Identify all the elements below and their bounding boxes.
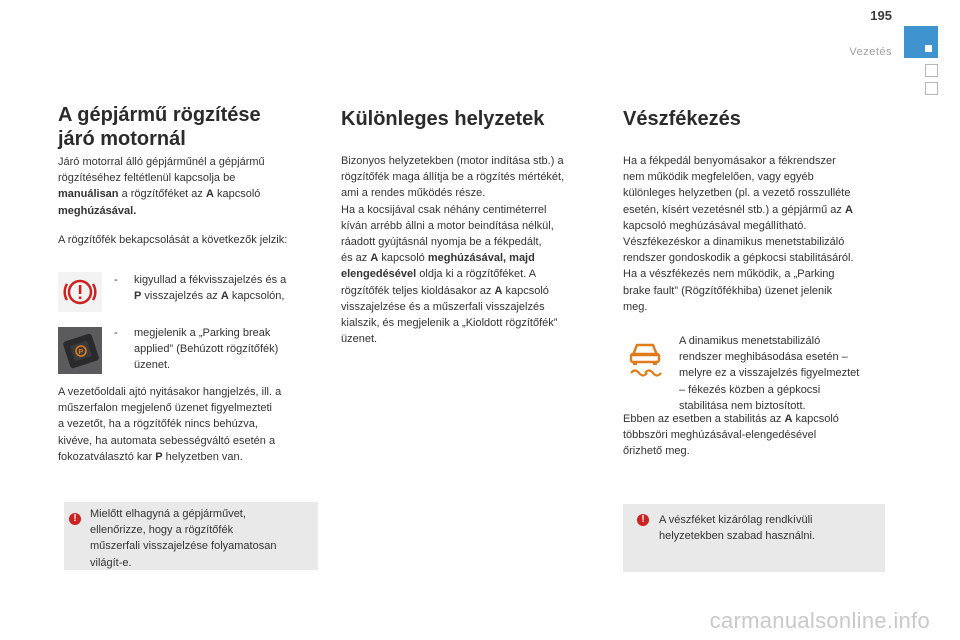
svg-text:P: P <box>78 349 84 356</box>
esp-line: rendszer meghibásodása esetén – <box>679 351 848 364</box>
special-line: üzenet. <box>341 333 378 346</box>
special-line: kialszik, és megjelenik a „Kioldott rögzítőfék” <box>341 317 558 330</box>
esp-line: A dinamikus menetstabilizáló <box>679 335 821 347</box>
emergency-line: meg. <box>623 300 648 313</box>
door-warning-text <box>58 384 328 465</box>
warning-box-parking <box>64 502 318 570</box>
emergency-text <box>623 153 893 315</box>
switch-ref: A <box>370 252 379 265</box>
esp-line: – fékezés közben a gépkocsi <box>679 383 821 396</box>
heading-special: Különleges helyzetek <box>341 108 545 130</box>
after-line: kapcsoló <box>792 413 839 425</box>
bullet-line: megjelenik a „Parking break <box>134 327 271 339</box>
warning-line: műszerfali visszajelzése folyamatosan <box>90 540 277 553</box>
emergency-line: Vészfékezéskor a dinamikus menetstabilizáló <box>623 236 845 249</box>
exclamation-icon: ! <box>637 514 649 526</box>
warning-line: világít-e. <box>90 556 132 569</box>
intro-text: a rögzítőféket az <box>118 188 206 201</box>
emergency-line: nem működik megfelelően, vagy egyéb <box>623 171 814 184</box>
chapter-marker-2 <box>925 82 938 95</box>
parking-switch-icon <box>58 327 102 374</box>
special-bold: elengedésével <box>341 268 417 281</box>
door-line: kivéve, ha automata sebességváltó esetén a <box>58 434 276 447</box>
warning-line: helyzetekben szabad használni. <box>659 530 815 543</box>
bullet-line: visszajelzés az <box>141 290 221 303</box>
stability-warning-text <box>679 333 894 414</box>
special-line: rögzítőfék maga állítja be a rögzítés mértékét, <box>341 171 565 184</box>
emergency-line: Ha a vészfékezés nem működik, a „Parking <box>623 268 835 281</box>
special-line: ráadott gyújtásnál nyomja be a fékpedált, <box>341 236 542 249</box>
esp-line: melyre ez a visszajelzés figyelmeztet <box>679 367 860 380</box>
switch-ref: A <box>844 203 853 216</box>
bullet-text <box>134 325 278 374</box>
emergency-line: brake fault” (Rögzítőfékhiba) üzenet jelenik <box>623 284 833 297</box>
emergency-line: kapcsoló meghúzásával megállítható. <box>623 219 807 232</box>
door-line: műszerfalon megjelenő üzenet figyelmezteti <box>58 402 273 415</box>
chapter-marker-1 <box>925 64 938 77</box>
intro-bold: manuálisan <box>58 188 119 201</box>
bullet-line: üzenet. <box>134 359 171 372</box>
p-ref: P <box>155 450 163 463</box>
special-line: Bizonyos helyzetekben (motor indítása stb.) a <box>341 155 564 167</box>
door-line: A vezetőoldali ajtó nyitásakor hangjelzés, ill. a <box>58 386 282 398</box>
special-line: és az <box>341 252 371 265</box>
switch-ref: A <box>220 290 229 303</box>
column-special <box>341 103 605 346</box>
emergency-line: rendszer gondoskodik a gépkocsi stabilitásáról. <box>623 252 854 265</box>
warning-box-emergency <box>623 504 885 572</box>
door-line: a vezetőt, ha a rögzítőfék nincs behúzva, <box>58 418 258 431</box>
warning-line: ellenőrizze, hogy a rögzítőfék <box>90 524 234 537</box>
esp-line: stabilitása nem biztosított. <box>679 399 806 412</box>
after-line: többszöri meghúzásával-elengedésével <box>623 429 817 442</box>
bullet-dash: - <box>114 327 118 339</box>
bullet-brake-light <box>114 272 324 306</box>
parking-intro <box>58 154 322 219</box>
warning-line: Mielőtt elhagyná a gépjárművet, <box>90 508 246 520</box>
page-number: 195 <box>870 8 892 23</box>
switch-ref: A <box>205 188 214 201</box>
brake-warning-icon <box>58 272 102 312</box>
bullet-line: kigyullad a fékvisszajelzés és a <box>134 274 287 286</box>
heading-parking <box>58 103 322 151</box>
door-line: helyzetben van. <box>162 450 243 463</box>
bullet-dash: - <box>114 274 118 286</box>
bullet-line: kapcsolón, <box>228 290 285 303</box>
special-line: kíván arrébb állni a motor beindítása nélkül, <box>341 219 554 232</box>
bullet-parking-message <box>114 325 324 375</box>
special-line: kapcsoló <box>502 284 549 297</box>
section-title: Vezetés <box>849 46 892 58</box>
intro-text: kapcsoló <box>213 188 261 201</box>
watermark: carmanualsonline.info <box>709 608 930 633</box>
special-bold: meghúzásával, majd <box>427 252 535 265</box>
special-line: Ha a kocsijával csak néhány centiméterrel <box>341 203 547 216</box>
intro-bold: meghúzásával. <box>58 204 137 217</box>
bullet-line: applied” (Behúzott rögzítőfék) <box>134 343 279 356</box>
emergency-line: különleges helyzetben (pl. a vezető rosszulléte <box>623 187 851 200</box>
exclamation-icon: ! <box>69 513 81 525</box>
heading-emergency: Vészfékezés <box>623 108 741 130</box>
emergency-line: esetén, kísért vezetésnél stb.) a gépjármű az <box>623 203 845 216</box>
heading-line-1: A gépjármű rögzítése <box>58 104 261 126</box>
special-line: rögzítőfék teljes kioldásakor az <box>341 284 495 297</box>
signs-text: A rögzítőfék bekapcsolását a következők jelzik: <box>58 234 288 246</box>
after-line: Ebben az esetben a stabilitás az <box>623 413 785 425</box>
section-tab <box>904 26 938 58</box>
stability-after-text <box>623 411 893 460</box>
tab-marker <box>925 45 932 52</box>
warning-line: A vészféket kizárólag rendkívüli <box>659 514 813 526</box>
special-text <box>341 153 605 347</box>
stability-control-icon <box>625 337 665 379</box>
special-line: ami a rendes működés része. <box>341 187 486 200</box>
heading-line-2: járó motornál <box>58 128 186 150</box>
door-line: fokozatválasztó kar <box>58 450 156 463</box>
warning-text <box>659 512 879 544</box>
switch-ref: A <box>784 413 793 425</box>
p-ref: P <box>134 290 142 303</box>
bullet-text <box>134 272 286 304</box>
special-line: oldja ki a rögzítőféket. A <box>416 268 537 281</box>
intro-line: Járó motorral álló gépjárműnél a gépjármű <box>58 156 265 168</box>
special-line: kapcsoló <box>378 252 428 265</box>
column-emergency <box>623 103 887 313</box>
after-line: őrizhető meg. <box>623 445 690 458</box>
warning-text <box>90 506 315 571</box>
special-line: visszajelzése és a műszerfali visszajelzés <box>341 300 545 313</box>
intro-line: rögzítéséhez feltétlenül kapcsolja be <box>58 172 236 185</box>
switch-ref: A <box>494 284 503 297</box>
emergency-line: Ha a fékpedál benyomásakor a fékrendszer <box>623 155 836 167</box>
